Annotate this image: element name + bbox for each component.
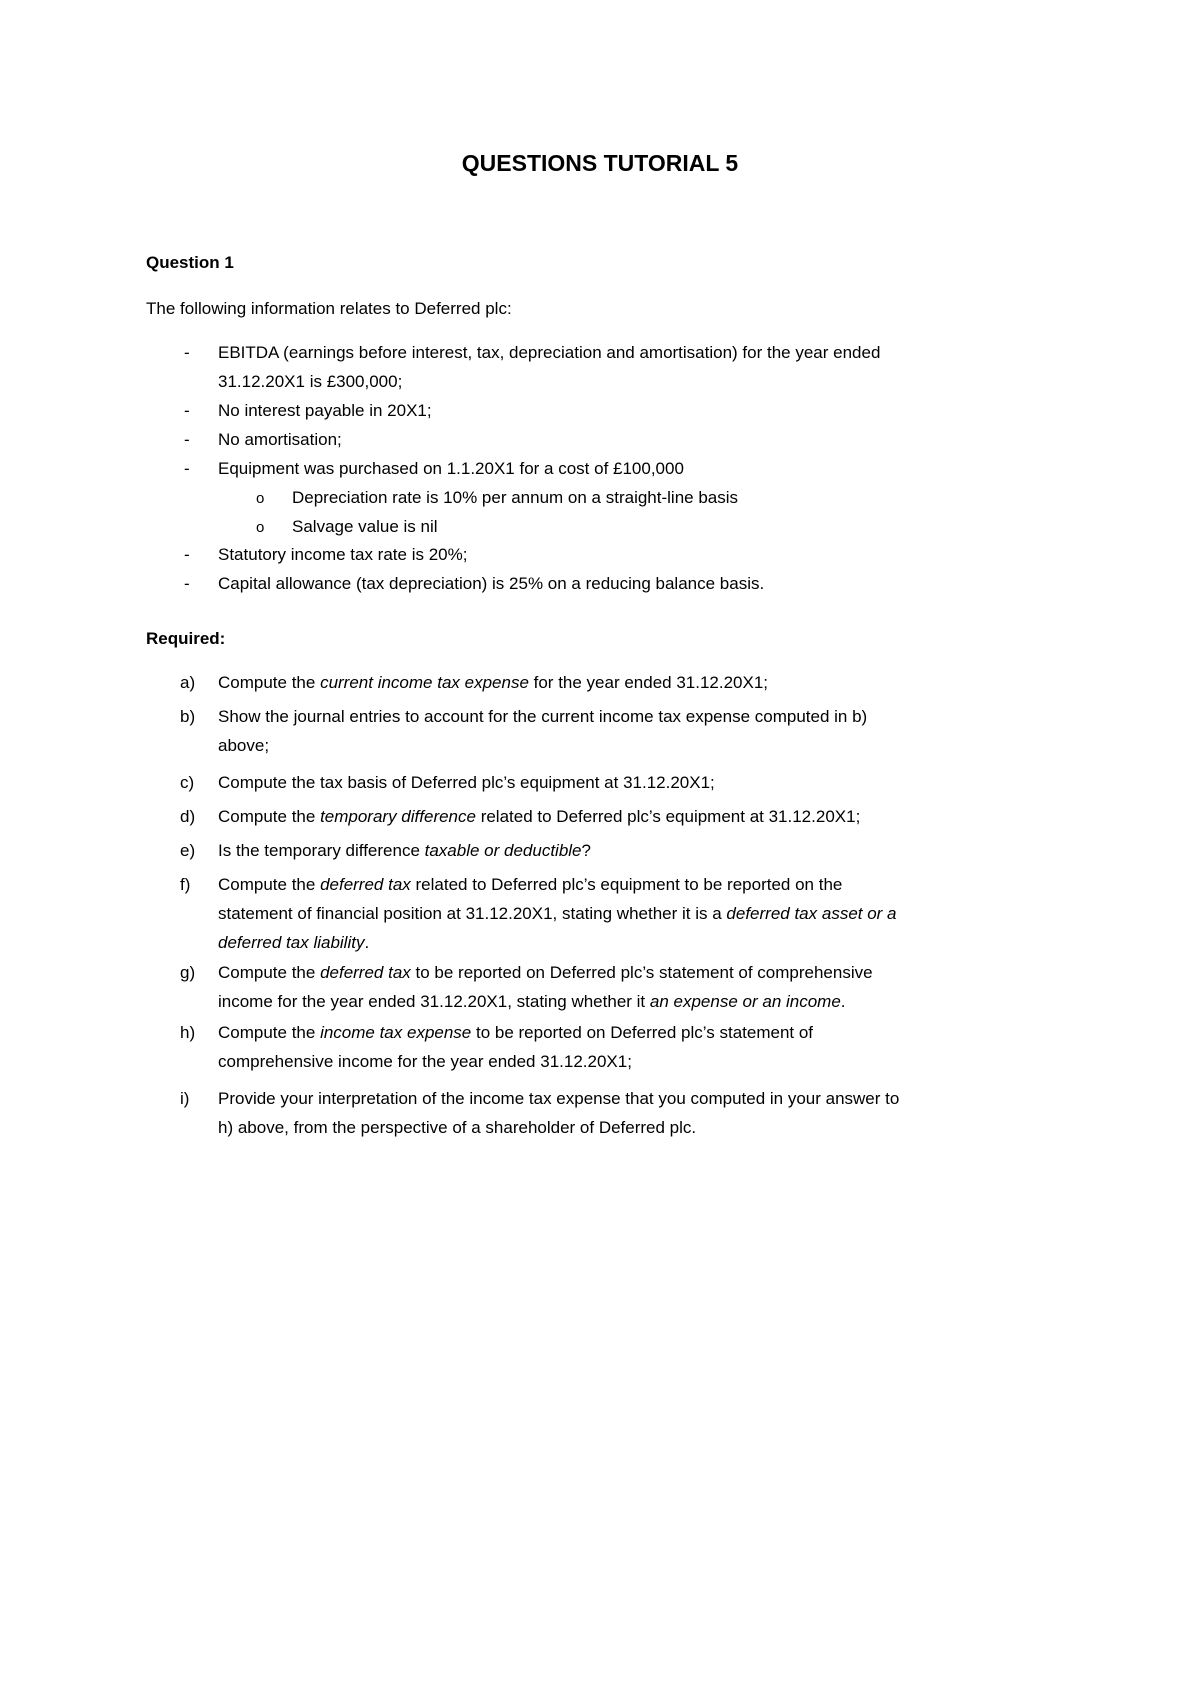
text-run: statement of financial position at 31.12.20X1, stating whether it is a bbox=[218, 904, 727, 923]
required-item-text bbox=[218, 737, 269, 754]
bullet-text: Statutory income tax rate is 20%; bbox=[218, 545, 468, 564]
bullet-marker: - bbox=[184, 401, 190, 420]
required-item-label: b) bbox=[180, 707, 196, 726]
text-run: for the year ended 31.12.20X1; bbox=[528, 673, 769, 692]
required-item-label: c) bbox=[180, 773, 195, 792]
required-item-text bbox=[218, 993, 846, 1010]
text-run: related to Deferred plc’s equipment at 31.12.20X1; bbox=[475, 807, 861, 826]
text-run: . bbox=[364, 933, 370, 952]
bullet-text: 31.12.20X1 is £300,000; bbox=[218, 372, 403, 391]
page-title: QUESTIONS TUTORIAL 5 bbox=[461, 150, 739, 176]
text-run: Compute the bbox=[218, 807, 321, 826]
text-run: . bbox=[840, 992, 846, 1011]
required-item-text bbox=[218, 1090, 899, 1107]
text-run: to be reported on Deferred plc’s statement of comprehensive bbox=[410, 963, 873, 982]
question-heading: Question 1 bbox=[146, 253, 234, 272]
text-run: Show the journal entries to account for the current income tax expense computed in b) bbox=[218, 707, 868, 726]
required-item-text bbox=[218, 774, 715, 791]
required-item-label: i) bbox=[180, 1089, 190, 1108]
required-heading: Required: bbox=[146, 629, 226, 648]
sub-bullet-marker: o bbox=[256, 490, 265, 507]
required-item-text bbox=[218, 964, 873, 981]
text-run: comprehensive income for the year ended 31.12.20X1; bbox=[218, 1052, 632, 1071]
sub-bullet-marker: o bbox=[256, 519, 265, 536]
required-item-text bbox=[218, 842, 591, 859]
required-item-text bbox=[218, 808, 860, 825]
bullet-text: No interest payable in 20X1; bbox=[218, 401, 432, 420]
text-run: Is the temporary difference bbox=[218, 841, 425, 860]
bullet-marker: - bbox=[184, 545, 190, 564]
emphasis-text: deferred tax asset or a bbox=[726, 904, 897, 923]
required-item-text bbox=[218, 876, 842, 893]
required-item-label: g) bbox=[180, 963, 196, 982]
text-run: Compute the tax basis of Deferred plc’s equipment at 31.12.20X1; bbox=[218, 773, 715, 792]
text-run: Provide your interpretation of the income tax expense that you computed in your answer to bbox=[218, 1089, 900, 1108]
text-run: income for the year ended 31.12.20X1, stating whether it bbox=[218, 992, 650, 1011]
bullet-marker: - bbox=[184, 343, 190, 362]
sub-bullet-text: Depreciation rate is 10% per annum on a straight-line basis bbox=[292, 488, 739, 507]
required-item-text bbox=[218, 905, 897, 922]
emphasis-text: an expense or an income bbox=[649, 992, 841, 1011]
text-run: Compute the bbox=[218, 673, 321, 692]
emphasis-text: income tax expense bbox=[320, 1023, 472, 1042]
required-item-text bbox=[218, 934, 369, 951]
bullet-text: Equipment was purchased on 1.1.20X1 for a cost of £100,000 bbox=[218, 459, 684, 478]
text-run: related to Deferred plc’s equipment to be reported on the bbox=[410, 875, 843, 894]
required-item-text bbox=[218, 1024, 813, 1041]
emphasis-text: temporary difference bbox=[320, 807, 476, 826]
bullet-marker: - bbox=[184, 459, 190, 478]
text-run: h) above, from the perspective of a shareholder of Deferred plc. bbox=[218, 1118, 697, 1137]
emphasis-text: deferred tax bbox=[320, 875, 411, 894]
required-item-text bbox=[218, 1053, 632, 1070]
required-item-label: d) bbox=[180, 807, 196, 826]
text-run: Compute the bbox=[218, 875, 321, 894]
bullet-marker: - bbox=[184, 430, 190, 449]
text-run: to be reported on Deferred plc’s statement of bbox=[471, 1023, 814, 1042]
text-run: ? bbox=[581, 841, 591, 860]
text-run: above; bbox=[218, 736, 270, 755]
emphasis-text: deferred tax liability bbox=[218, 933, 365, 952]
text-run: Compute the bbox=[218, 963, 321, 982]
required-item-text bbox=[218, 674, 768, 691]
sub-bullet-text: Salvage value is nil bbox=[292, 517, 438, 536]
emphasis-text: current income tax expense bbox=[320, 673, 529, 692]
required-item-label: f) bbox=[180, 875, 191, 894]
required-item-text bbox=[218, 1119, 696, 1136]
required-item-label: e) bbox=[180, 841, 196, 860]
bullet-marker: - bbox=[184, 574, 190, 593]
emphasis-text: deferred tax bbox=[320, 963, 411, 982]
required-item-text bbox=[218, 708, 867, 725]
required-item-label: a) bbox=[180, 673, 196, 692]
text-run: Compute the bbox=[218, 1023, 321, 1042]
bullet-text: Capital allowance (tax depreciation) is 25% on a reducing balance basis. bbox=[218, 574, 765, 593]
emphasis-text: taxable or deductible bbox=[424, 841, 582, 860]
bullet-text: EBITDA (earnings before interest, tax, depreciation and amortisation) for the year ended bbox=[218, 343, 881, 362]
required-item-label: h) bbox=[180, 1023, 196, 1042]
bullet-text: No amortisation; bbox=[218, 430, 342, 449]
intro-paragraph: The following information relates to Deferred plc: bbox=[146, 299, 512, 318]
